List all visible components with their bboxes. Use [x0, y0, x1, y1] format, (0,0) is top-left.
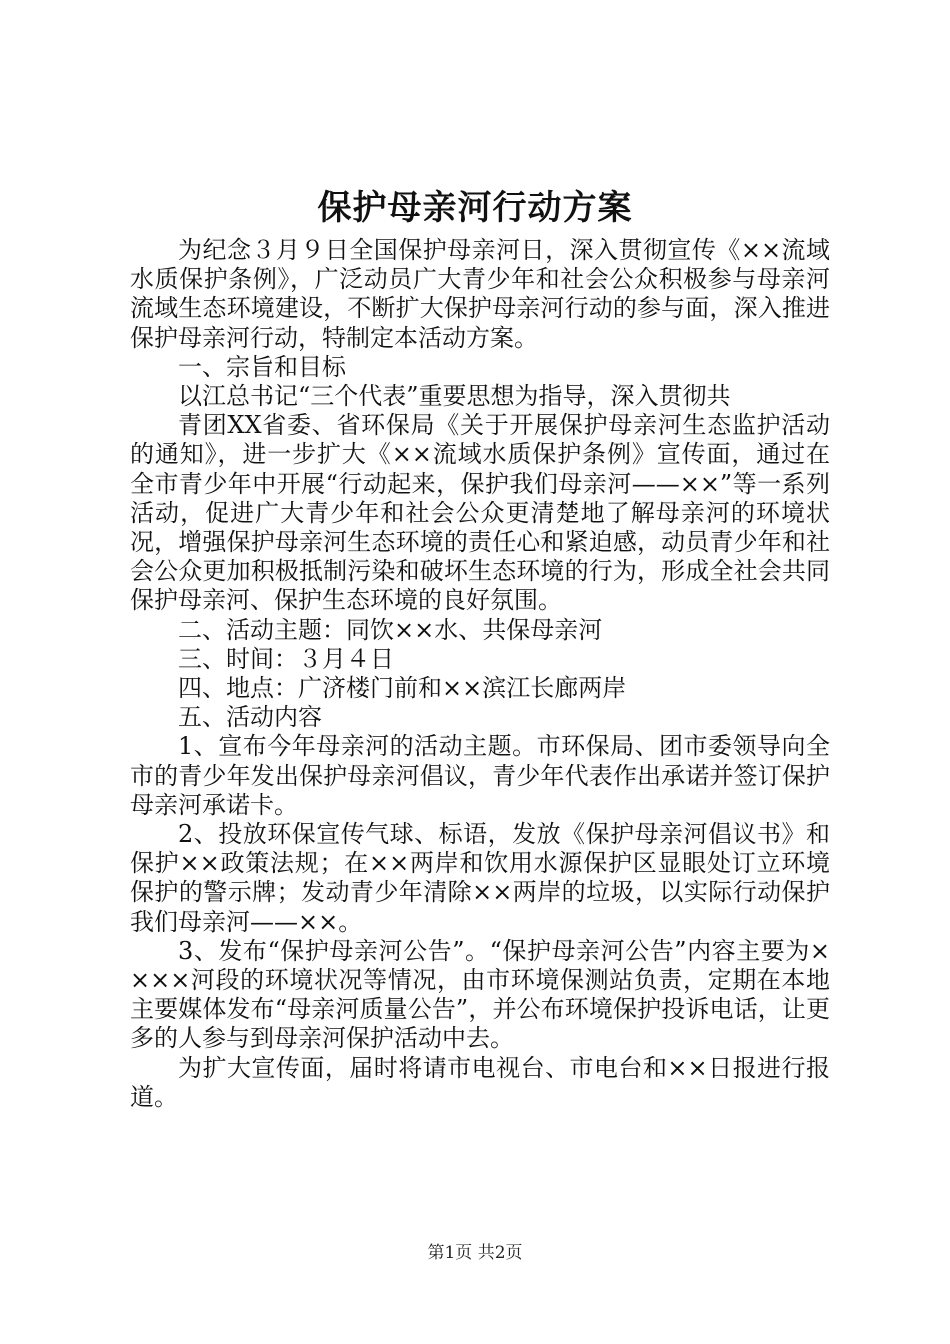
section-heading-content: 五、活动内容 — [178, 703, 322, 732]
document-body — [130, 236, 830, 1112]
page-footer: 第1页 共2页 — [427, 1243, 523, 1263]
section-heading-time: 三、时间：３月４日 — [178, 644, 394, 673]
content-item-1: 1、宣布今年母亲河的活动主题。市环保局、团市委领导向全市的青少年发出保护母亲河倡议，青少年代表作出承诺并签订保护母亲河承诺卡。 — [130, 732, 830, 819]
section-heading-theme: 二、活动主题：同饮××水、共保母亲河 — [178, 615, 603, 644]
content-item-3: 3、发布“保护母亲河公告”。“保护母亲河公告”内容主要为××××河段的环境状况等情况，由市环境保测站负责，定期在本地主要媒体发布“母亲河质量公告”，并公布环境保护投诉电话，让更多的人参与到母亲河保护活动中去。 — [130, 936, 830, 1053]
intro-paragraph: 为纪念３月９日全国保护母亲河日，深入贯彻宣传《××流域水质保护条例》，广泛动员广大青少年和社会公众积极参与母亲河流域生态环境建设，不断扩大保护母亲河行动的参与面，深入推进保护母亲河行动，特制定本活动方案。 — [130, 236, 830, 352]
document-title: 保护母亲河行动方案 — [317, 188, 633, 228]
content-item-2: 2、投放环保宣传气球、标语，发放《保护母亲河倡议书》和保护××政策法规；在××两岸和饮用水源保护区显眼处订立环境保护的警示牌；发动青少年清除××两岸的垃圾，以实际行动保护我们母亲河——××。 — [130, 820, 830, 936]
purpose-paragraph: 青团XX省委、省环保局《关于开展保护母亲河生态监护活动的通知》，进一步扩大《××流域水质保护条例》宣传面，通过在全市青少年中开展“行动起来，保护我们母亲河——××”等一系列活动，促进广大青少年和社会公众更清楚地了解母亲河的环境状况，增强保护母亲河生态环境的责任心和紧迫感，动员青少年和社会公众更加积极抵制污染和破坏生态环境的行为，形成全社会共同保护母亲河、保护生态环境的良好氛围。 — [130, 411, 830, 615]
purpose-paragraph-line: 以江总书记“三个代表”重要思想为指导，深入贯彻共 — [178, 382, 731, 411]
closing-paragraph: 为扩大宣传面，届时将请市电视台、市电台和××日报进行报道。 — [130, 1053, 830, 1111]
section-heading-location: 四、地点：广济楼门前和××滨江长廊两岸 — [178, 674, 627, 703]
section-heading-purpose: 一、宗旨和目标 — [178, 352, 346, 381]
